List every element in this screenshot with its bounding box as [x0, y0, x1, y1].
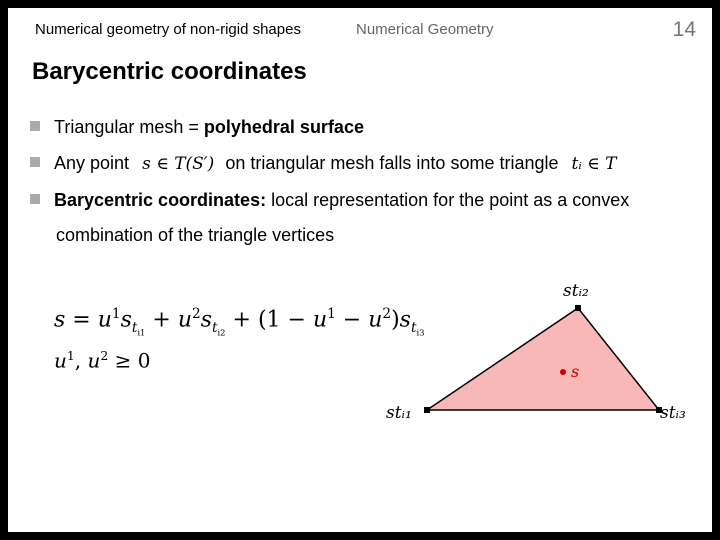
bullet-1-text: Triangular mesh = — [54, 117, 204, 137]
point-label: s — [571, 362, 580, 381]
section-title: Numerical Geometry — [356, 21, 494, 38]
triangle-figure — [8, 8, 712, 532]
vertex-1-label: stᵢ₁ — [386, 403, 412, 423]
bullet-3-bold: Barycentric coordinates: — [54, 190, 267, 210]
barycentric-equation: $s = u^1s_{t_{i1}} + u^2s_{t_{i2}} + (1 - u^1 - u^2)s_{t_{i3}}$ — [54, 306, 425, 338]
vertex-1-marker — [424, 407, 430, 413]
vertex-3-label: stᵢ₃ — [660, 403, 686, 423]
bullet-2-mid: on triangular mesh falls into some triangle — [225, 153, 559, 173]
bullet-1-bold: polyhedral surface — [203, 117, 364, 137]
triangle — [427, 308, 659, 410]
vertex-2-marker — [575, 305, 581, 311]
math-point-in-mesh: s ∈ T(S′) — [142, 154, 215, 174]
course-title: Numerical geometry of non-rigid shapes — [35, 21, 301, 38]
bullet-2-pre: Any point — [54, 153, 130, 173]
slide — [8, 8, 712, 532]
slide-number: 14 — [672, 18, 696, 41]
nonnegativity-constraint: $u^1$, $u^2 \ge 0$ — [54, 348, 151, 373]
bullet-3-text: local representation for the point as a convex — [266, 190, 630, 210]
math-triangle-in-mesh: tᵢ ∈ T — [571, 154, 617, 174]
vertex-2-label: stᵢ₂ — [563, 281, 589, 301]
point-marker — [560, 369, 566, 375]
bullet-3-continuation: combination of the triangle vertices — [56, 225, 335, 245]
slide-title: Barycentric coordinates — [32, 58, 307, 85]
